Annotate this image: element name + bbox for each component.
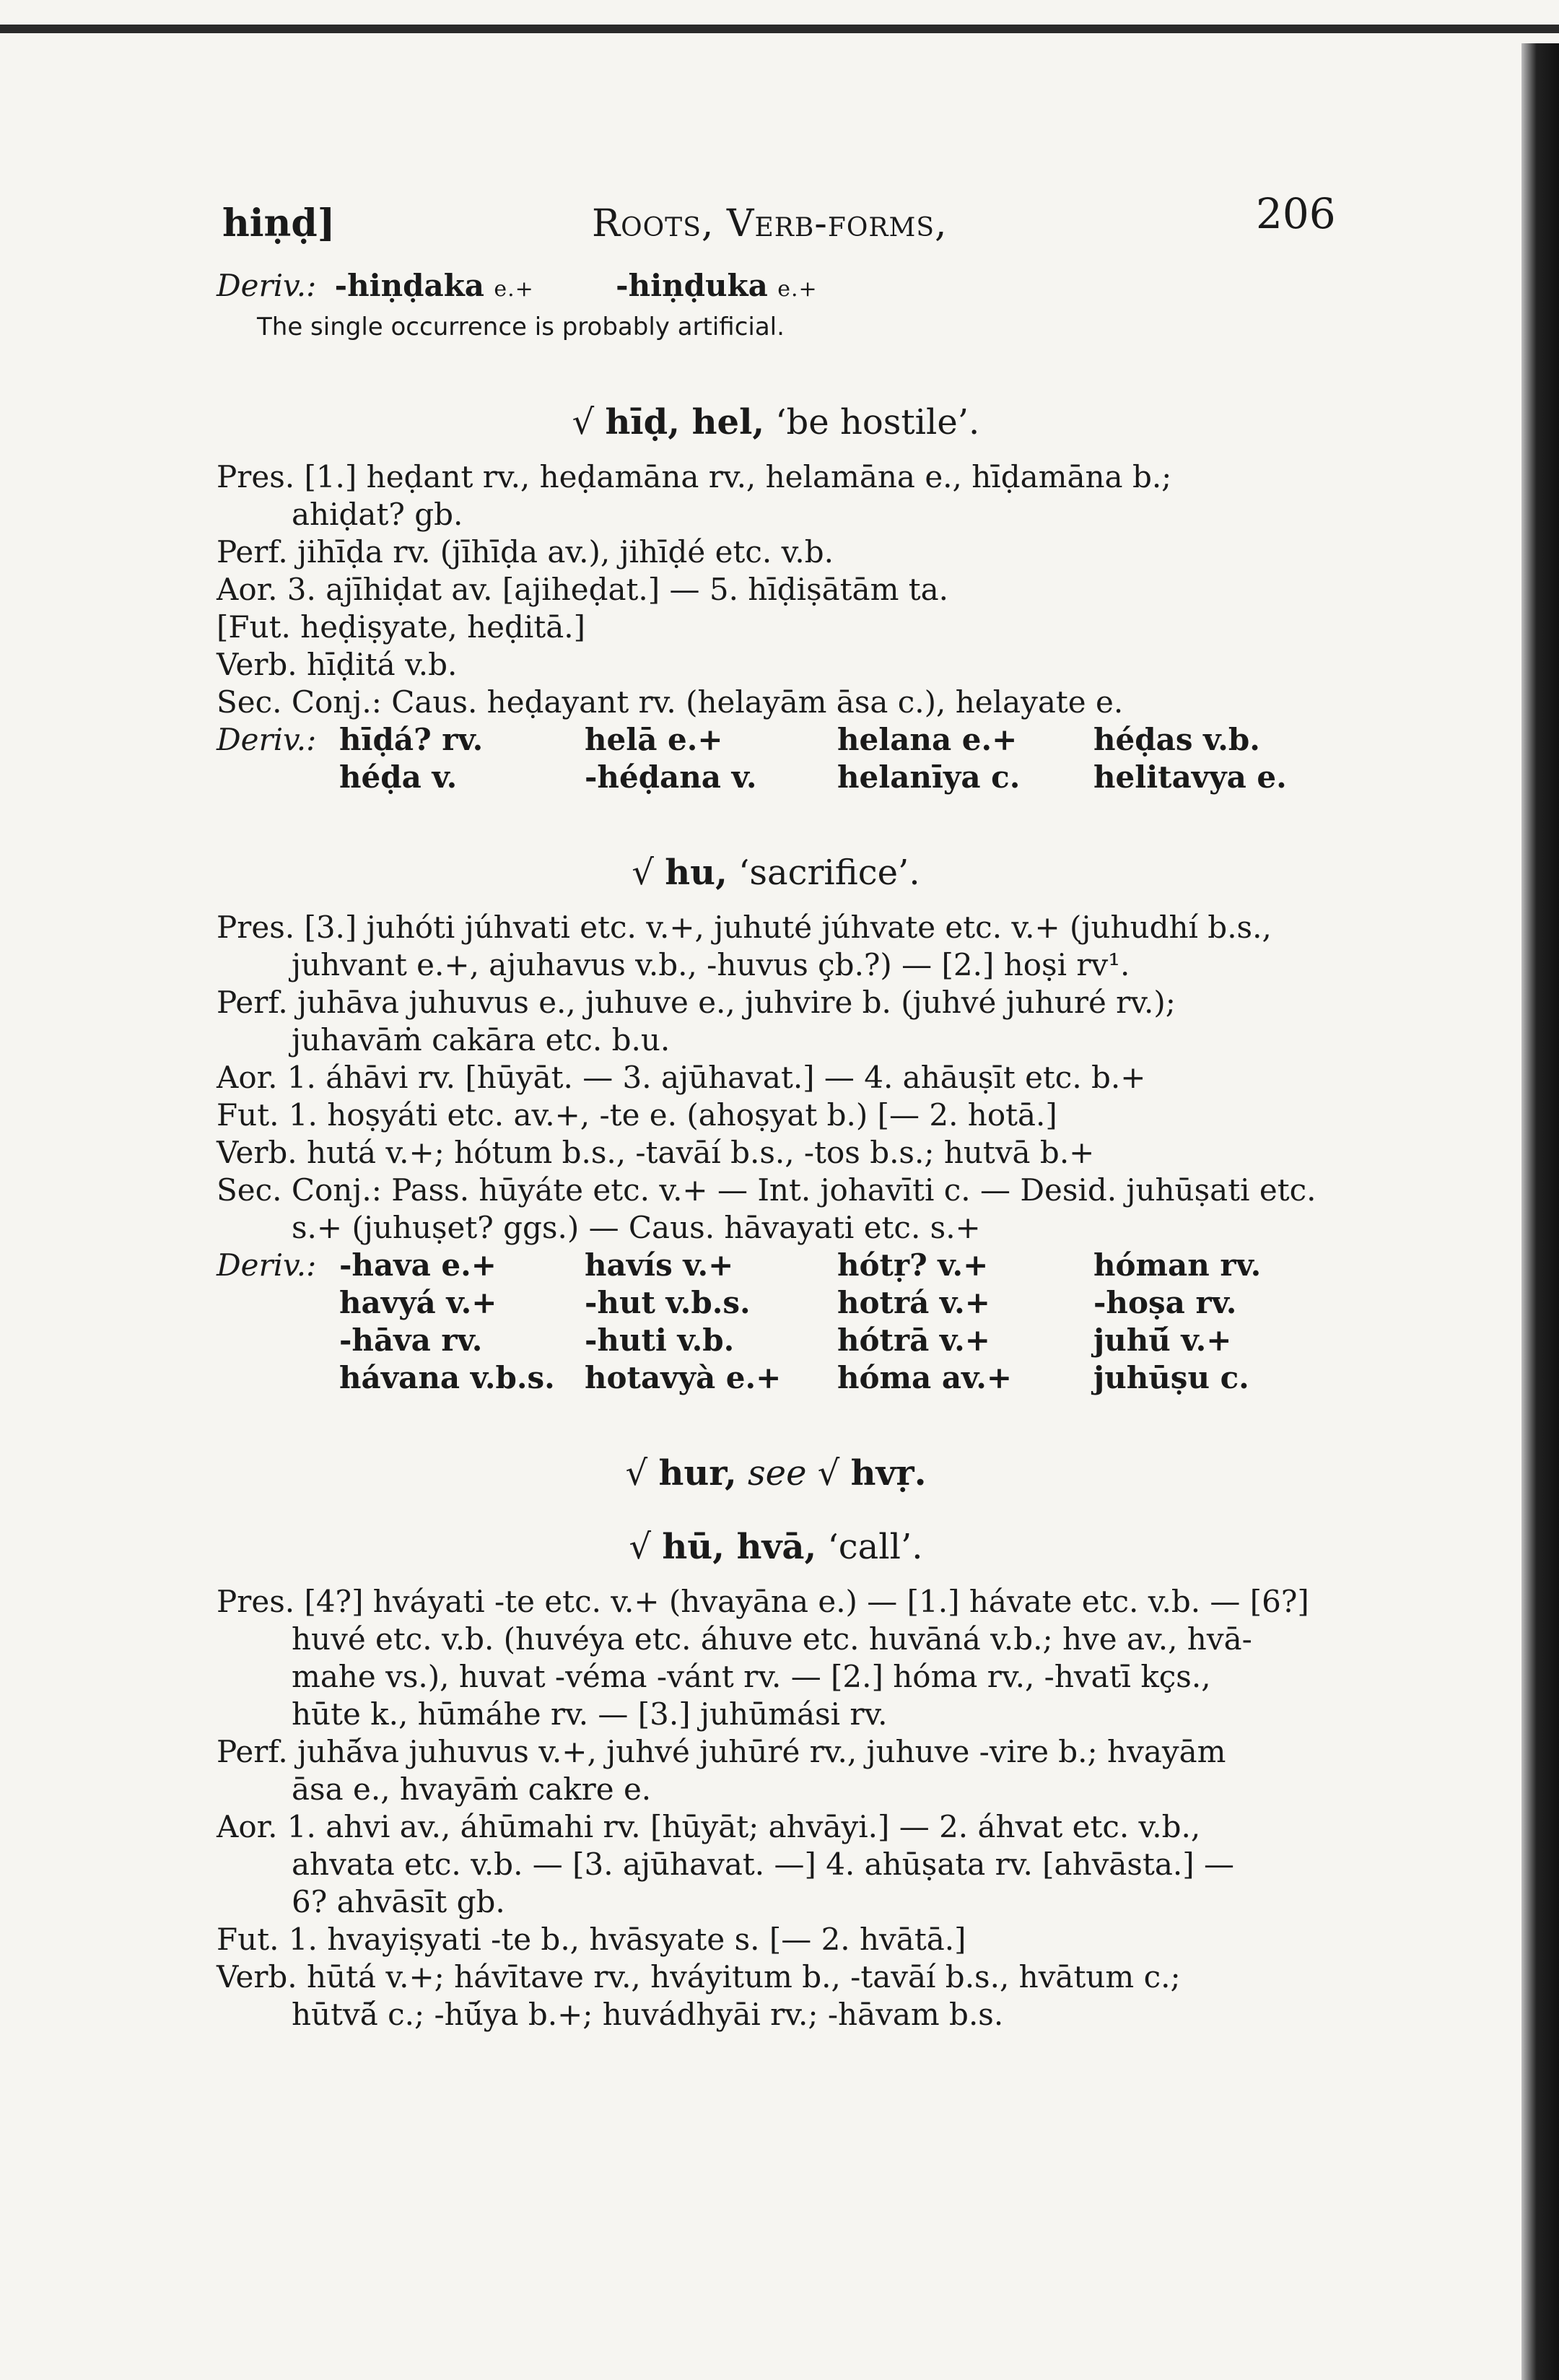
radical-icon: √ [572,402,595,443]
scan-top-edge [0,25,1559,33]
hu-deriv-row: havyá v.+ -hut v.b.s. hotrá v.+ -hoṣa rv. [339,1285,1237,1320]
hu-line: juhvant e.+, ajuhavus v.b., -huvus çb.?) — [2.] hoṣi rv¹. [292,947,1130,982]
radical-icon: √ [625,1453,648,1494]
hu2-line: Perf. juhā́va juhuvus v.+, juhvé juhūré rv., juhuve -vire b.; hvayām [217,1734,1226,1769]
hu-line: juhavāṁ cakāra etc. b.u. [292,1022,671,1058]
dictionary-page [217,189,1336,2034]
hu-line: s.+ (juhuṣet? ggs.) — Caus. hāvayati etc. s.+ [292,1210,981,1245]
hu-deriv-row: -hāva rv. -huti v.b. hótrā v.+ juhū́ v.+ [339,1322,1232,1358]
hu2-line: Aor. 1. ahvi av., áhūmahi rv. [hūyāt; ahvāyi.] — 2. áhvat etc. v.b., [217,1809,1201,1844]
head-center: Roots, Verb-forms, [592,202,948,245]
hu2-line: ahvata etc. v.b. — [3. ajūhavat. —] 4. ahūṣata rv. [ahvāsta.] — [292,1847,1234,1882]
hu-line: Aor. 1. áhāvi rv. [hūyāt. — 3. ajūhavat.] — 4. ahāuṣīt etc. b.+ [217,1060,1146,1095]
radical-icon: √ [632,853,655,893]
hu-line: Perf. juhāva juhuvus e., juhuve e., juhvire b. (juhvé juhuré rv.); [217,985,1176,1020]
hid-line: ahiḍat? gb. [292,497,463,532]
running-head [217,189,1336,253]
radical-icon: √ [629,1527,652,1567]
hu2-line: Verb. hūtá v.+; hávītave rv., hváyitum b., -tavāí b.s., hvātum c.; [217,1959,1181,1995]
hid-deriv-row: Deriv.: hīḍá? rv. helā e.+ helana e.+ héḍas v.b. [217,722,1260,757]
hu2-line: Fut. 1. hvayiṣyati -te b., hvāsyate s. [— 2. hvātā.] [217,1922,966,1957]
hid-line: Verb. hīḍitá v.b. [217,647,458,682]
hind-note: The single occurrence is probably artificial. [257,313,785,341]
head-left: hiṇḍ] [222,201,336,245]
hid-line: Aor. 3. ajīhiḍat av. [ajiheḍat.] — 5. hīḍiṣātām ta. [217,572,949,607]
hu-line: Fut. 1. hoṣyáti etc. av.+, -te e. (ahoṣyat b.) [— 2. hotā.] [217,1097,1057,1133]
root-heading-hu2: √ hū, hvā, ‘call’. [629,1527,923,1567]
hid-line: Pres. [1.] heḍant rv., heḍamāna rv., helamāna e., hīḍamāna b.; [217,459,1172,494]
hind-deriv: Deriv.: -hiṇḍaka e.+ -hiṇḍuka e.+ [217,268,818,303]
root-heading-hu: √ hu, ‘sacrifice’. [632,853,920,893]
hu2-line: āsa e., hvayāṁ cakre e. [292,1771,652,1807]
radical-icon: √ [817,1453,840,1494]
hu2-line: 6? ahvāsīt gb. [292,1884,505,1919]
hu2-line: huvé etc. v.b. (huvéya etc. áhuve etc. huvāná v.b.; hve av., hvā- [292,1621,1252,1657]
hid-line: Sec. Conj.: Caus. heḍayant rv. (helayām āsa c.), helayate e. [217,684,1124,720]
hu-line: Sec. Conj.: Pass. hūyáte etc. v.+ — Int. johavīti c. — Desid. juhūṣati etc. [217,1172,1316,1208]
hid-deriv-row: héḍa v. -héḍana v. helanīya c. helitavya e. [339,759,1287,795]
hu-deriv-row: Deriv.: -hava e.+ havís v.+ hótṛ? v.+ hóman rv. [217,1247,1262,1283]
page-number: 206 [1256,189,1336,238]
hid-line: [Fut. heḍiṣyate, heḍitā.] [217,609,586,645]
hu2-line: mahe vs.), huvat -véma -vánt rv. — [2.] hóma rv., -hvatī kçs., [292,1659,1211,1694]
root-heading-hid: √ hīḍ, hel, ‘be hostile’. [572,402,980,443]
hu-deriv-row: hávana v.b.s. hotavyà e.+ hóma av.+ juhūṣu c. [339,1360,1249,1395]
hu2-line: Pres. [4?] hváyati -te etc. v.+ (hvayāna e.) — [1.] hávate etc. v.b. — [6?] [217,1584,1309,1619]
hid-line: Perf. jihīḍa rv. (jīhīḍa av.), jihīḍé etc. v.b. [217,534,834,570]
hu2-line: hūte k., hūmáhe rv. — [3.] juhūmási rv. [292,1696,888,1732]
scan-right-edge [1521,43,1559,2380]
hu2-line: hūtvā́ c.; -hū́ya b.+; huvádhyāi rv.; -hāvam b.s. [292,1997,1004,2032]
hu-line: Pres. [3.] juhóti júhvati etc. v.+, juhuté júhvate etc. v.+ (juhudhí b.s., [217,910,1272,945]
hu-line: Verb. hutá v.+; hótum b.s., -tavāí b.s., -tos b.s.; hutvā b.+ [217,1135,1095,1170]
root-heading-hur: √ hur, see √ hvṛ. [625,1453,927,1494]
